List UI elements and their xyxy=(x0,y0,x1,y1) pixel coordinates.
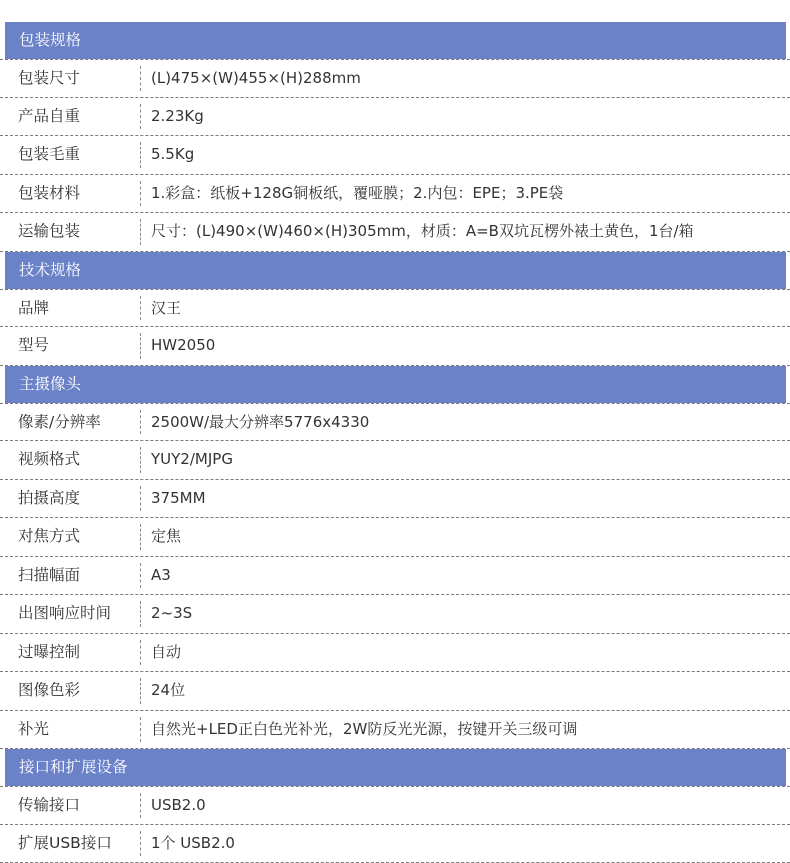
spec-label: 包装材料 xyxy=(0,175,140,213)
spec-sheet xyxy=(0,22,790,863)
spec-label: 品牌 xyxy=(0,290,140,327)
spec-value: 自然光+LED正白色光补光，2W防反光光源，按键开关三级可调 xyxy=(141,711,790,749)
spec-value: A3 xyxy=(141,557,790,595)
spec-row xyxy=(0,711,790,750)
spec-label: 过曝控制 xyxy=(0,634,140,672)
spec-value: 24位 xyxy=(141,672,790,710)
spec-value: 375MM xyxy=(141,480,790,518)
spec-label: 拍摄高度 xyxy=(0,480,140,518)
spec-row xyxy=(0,634,790,673)
spec-row xyxy=(0,480,790,519)
spec-label: 产品自重 xyxy=(0,98,140,136)
section-header: 接口和扩展设备 xyxy=(5,749,786,786)
spec-value: 1.彩盒：纸板+128G铜板纸，覆哑膜；2.内包：EPE；3.PE袋 xyxy=(141,175,790,213)
spec-label: 扫描幅面 xyxy=(0,557,140,595)
spec-row xyxy=(0,327,790,366)
spec-label: 运输包装 xyxy=(0,213,140,251)
spec-value: 1个 USB2.0 xyxy=(141,825,790,863)
section-header: 包装规格 xyxy=(5,22,786,59)
spec-row xyxy=(0,557,790,596)
spec-label: 包装尺寸 xyxy=(0,60,140,97)
section-main-camera xyxy=(0,366,790,750)
spec-row xyxy=(0,672,790,711)
spec-value: 汉王 xyxy=(141,290,790,327)
spec-row xyxy=(0,825,790,863)
spec-value: 2.23Kg xyxy=(141,98,790,136)
spec-row xyxy=(0,289,790,328)
spec-row xyxy=(0,175,790,214)
spec-row xyxy=(0,403,790,442)
spec-value: 定焦 xyxy=(141,518,790,556)
spec-label: 出图响应时间 xyxy=(0,595,140,633)
spec-row xyxy=(0,98,790,137)
section-packaging xyxy=(0,22,790,252)
spec-value: (L)475×(W)455×(H)288mm xyxy=(141,60,790,97)
spec-row xyxy=(0,213,790,252)
spec-value: HW2050 xyxy=(141,327,790,365)
section-technical xyxy=(0,252,790,366)
spec-row xyxy=(0,595,790,634)
section-header: 主摄像头 xyxy=(5,366,786,403)
spec-label: 视频格式 xyxy=(0,441,140,479)
spec-label: 像素/分辨率 xyxy=(0,404,140,441)
spec-value: 自动 xyxy=(141,634,790,672)
spec-label: 型号 xyxy=(0,327,140,365)
spec-label: 扩展USB接口 xyxy=(0,825,140,863)
spec-row xyxy=(0,441,790,480)
spec-value: 2500W/最大分辨率5776x4330 xyxy=(141,404,790,441)
spec-label: 对焦方式 xyxy=(0,518,140,556)
spec-row xyxy=(0,786,790,825)
spec-row xyxy=(0,518,790,557)
spec-row xyxy=(0,136,790,175)
spec-label: 补光 xyxy=(0,711,140,749)
spec-value: 2~3S xyxy=(141,595,790,633)
spec-label: 包装毛重 xyxy=(0,136,140,174)
spec-value: USB2.0 xyxy=(141,787,790,824)
spec-label: 图像色彩 xyxy=(0,672,140,710)
section-interfaces xyxy=(0,749,790,863)
spec-value: 尺寸：(L)490×(W)460×(H)305mm，材质：A=B双坑瓦楞外裱土黄色，1台/箱 xyxy=(141,213,790,251)
section-header: 技术规格 xyxy=(5,252,786,289)
spec-value: YUY2/MJPG xyxy=(141,441,790,479)
spec-row xyxy=(0,59,790,98)
spec-label: 传输接口 xyxy=(0,787,140,824)
spec-value: 5.5Kg xyxy=(141,136,790,174)
